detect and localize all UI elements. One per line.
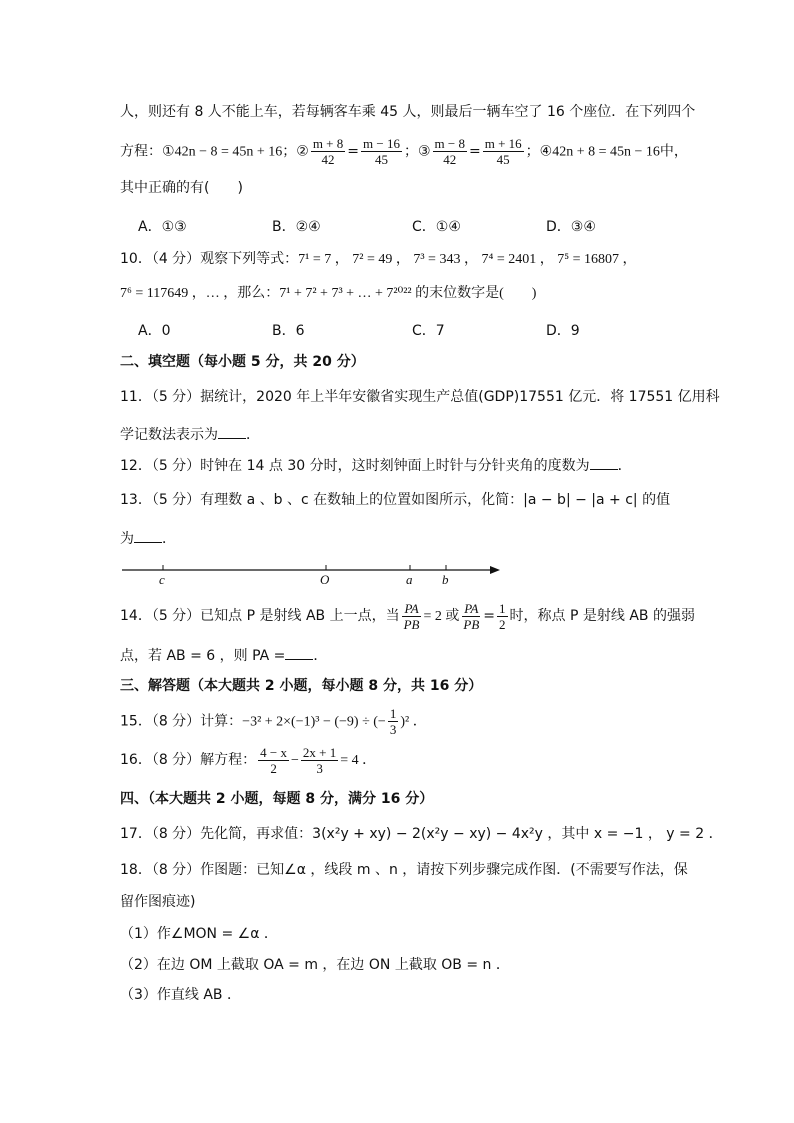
q12-answer-blank[interactable] bbox=[590, 455, 618, 470]
q13-answer-blank[interactable] bbox=[134, 528, 162, 543]
q9-equation-4: 42n + 8 = 45n − 16 bbox=[552, 144, 660, 160]
q14-line2: 点，若 AB = 6 ，则 PA = ． bbox=[120, 645, 327, 666]
q9-choice-b[interactable]: B．②④ bbox=[272, 219, 321, 235]
q15-line: 15．（8 分）计算：−3² + 2×(−1)³ − (−9) ÷ (− $\frac{1}{3}$ )² ． bbox=[120, 706, 427, 737]
q15-fraction: $\frac{1}{3}$ bbox=[389, 706, 397, 737]
q11-line1: 11．（5 分）据统计，2020 年上半年安徽省实现生产总值(GDP)17551 亿元．将 17551 亿用科 bbox=[120, 389, 720, 405]
q17-line: 17．（8 分）先化简，再求值：3(x²y + xy) − 2(x²y − xy) − 4x²y ，其中 x = −1 ， y = 2 ． bbox=[120, 826, 723, 842]
q10-equalities: 7¹ = 7 ， 7² = 49 ， 7³ = 343 ， 7⁴ = 2401 ， 7⁵ = 16807 ， bbox=[298, 252, 637, 267]
label-c: c bbox=[159, 572, 165, 587]
q11-answer-blank[interactable] bbox=[218, 424, 246, 439]
q9-eq2-left-fraction: $\frac{m + 8}{42}$ bbox=[312, 136, 344, 167]
section-4-heading: 四、（本大题共 2 小题，每题 8 分，满分 16 分） bbox=[120, 791, 434, 807]
q14-line1: 14．（5 分）已知点 P 是射线 AB 上一点，当 $\frac{PA}{PB}$ = 2 或 $\frac{PA}{PB}$ = $\frac{1}{2}$ 时，称点 P 是射线 AB 的强弱 bbox=[120, 600, 695, 632]
q18-step-2: （2）在边 OM 上截取 OA = m ，在边 ON 上截取 OB = n ． bbox=[120, 957, 510, 973]
q9-eq3-right-fraction: $\frac{m + 16}{45}$ bbox=[484, 136, 522, 167]
q10-choice-c[interactable]: C．7 bbox=[412, 323, 445, 339]
q10-choice-d[interactable]: D．9 bbox=[546, 323, 580, 339]
q13-line1: 13．（5 分）有理数 a 、b 、c 在数轴上的位置如图所示，化简：|a − b| − |a + c| 的值 bbox=[120, 492, 671, 508]
q9-equation-1: 42n − 8 = 45n + 16 bbox=[174, 144, 283, 160]
q14-fraction-half: $\frac{1}{2}$ bbox=[499, 600, 506, 632]
q10-line1: 10．（4 分）观察下列等式：7¹ = 7 ， 7² = 49 ， 7³ = 343 ， 7⁴ = 2401 ， 7⁵ = 16807 ， bbox=[120, 251, 637, 267]
number-line bbox=[118, 560, 508, 580]
q16-fraction-2: $\frac{2x + 1}{3}$ bbox=[302, 744, 337, 776]
q13-line2: 为 ． bbox=[120, 528, 176, 549]
q10-choice-b[interactable]: B．6 bbox=[272, 323, 305, 339]
q18-line2: 留作图痕迹) bbox=[120, 894, 196, 910]
q9-choice-a[interactable]: A．①③ bbox=[138, 219, 187, 235]
q9-choice-d[interactable]: D．③④ bbox=[546, 219, 596, 235]
section-2-heading: 二、填空题（每小题 5 分，共 20 分） bbox=[120, 354, 365, 370]
label-o: O bbox=[320, 572, 330, 587]
q14-fraction-1: $\frac{PA}{PB}$ bbox=[403, 600, 420, 632]
q9-eq3-left-fraction: $\frac{m - 8}{42}$ bbox=[434, 136, 465, 167]
q11-line2: 学记数法表示为 ． bbox=[120, 424, 260, 445]
q14-answer-blank[interactable] bbox=[285, 645, 313, 660]
q12-line: 12．（5 分）时钟在 14 点 30 分时，这时刻钟面上时针与分针夹角的度数为 ． bbox=[120, 455, 632, 476]
q18-step-1: （1）作∠MON = ∠α ． bbox=[120, 926, 278, 942]
q18-step-3: （3）作直线 AB ． bbox=[120, 987, 241, 1003]
q9-eq2-right-fraction: $\frac{m - 16}{45}$ bbox=[363, 136, 400, 167]
q9-line3: 其中正确的有( ) bbox=[120, 180, 243, 196]
q16-fraction-1: $\frac{4 - x}{2}$ bbox=[260, 744, 288, 776]
section-3-heading: 三、解答题（本大题共 2 小题，每小题 8 分，共 16 分） bbox=[120, 678, 483, 694]
q18-line1: 18．（8 分）作图题：已知∠α ，线段 m 、n ，请按下列步骤完成作图．(不需要写作法，保 bbox=[120, 862, 688, 878]
q9-choice-c[interactable]: C．①④ bbox=[412, 219, 461, 235]
q10-line2: 7⁶ = 117649 ，… ，那么：7¹ + 7² + 7³ + … + 7²⁰²² 的末位数字是( ) bbox=[120, 286, 537, 301]
q16-line: 16．（8 分）解方程： $\frac{4 - x}{2}$ − $\frac{2x + 1}{3}$ = 4 ． bbox=[120, 744, 377, 776]
q9-line1: 人，则还有 8 人不能上车，若每辆客车乘 45 人，则最后一辆车空了 16 个座位．在下列四个 bbox=[120, 104, 696, 120]
q9-line2: 方程：①42n − 8 = 45n + 16；② $\frac{m + 8}{42}$ = $\frac{m - 16}{45}$ ；③ $\frac{m - 8}{42}$ = $\frac{m + 16}{45}$ ；④42n + 8 = 45n − 16中， bbox=[120, 136, 688, 167]
q14-fraction-2: $\frac{PA}{PB}$ bbox=[463, 600, 480, 632]
label-a: a bbox=[406, 572, 413, 587]
label-b: b bbox=[442, 572, 449, 587]
q10-choice-a[interactable]: A．0 bbox=[138, 323, 171, 339]
q9-equations-intro: 方程：① bbox=[120, 143, 175, 160]
